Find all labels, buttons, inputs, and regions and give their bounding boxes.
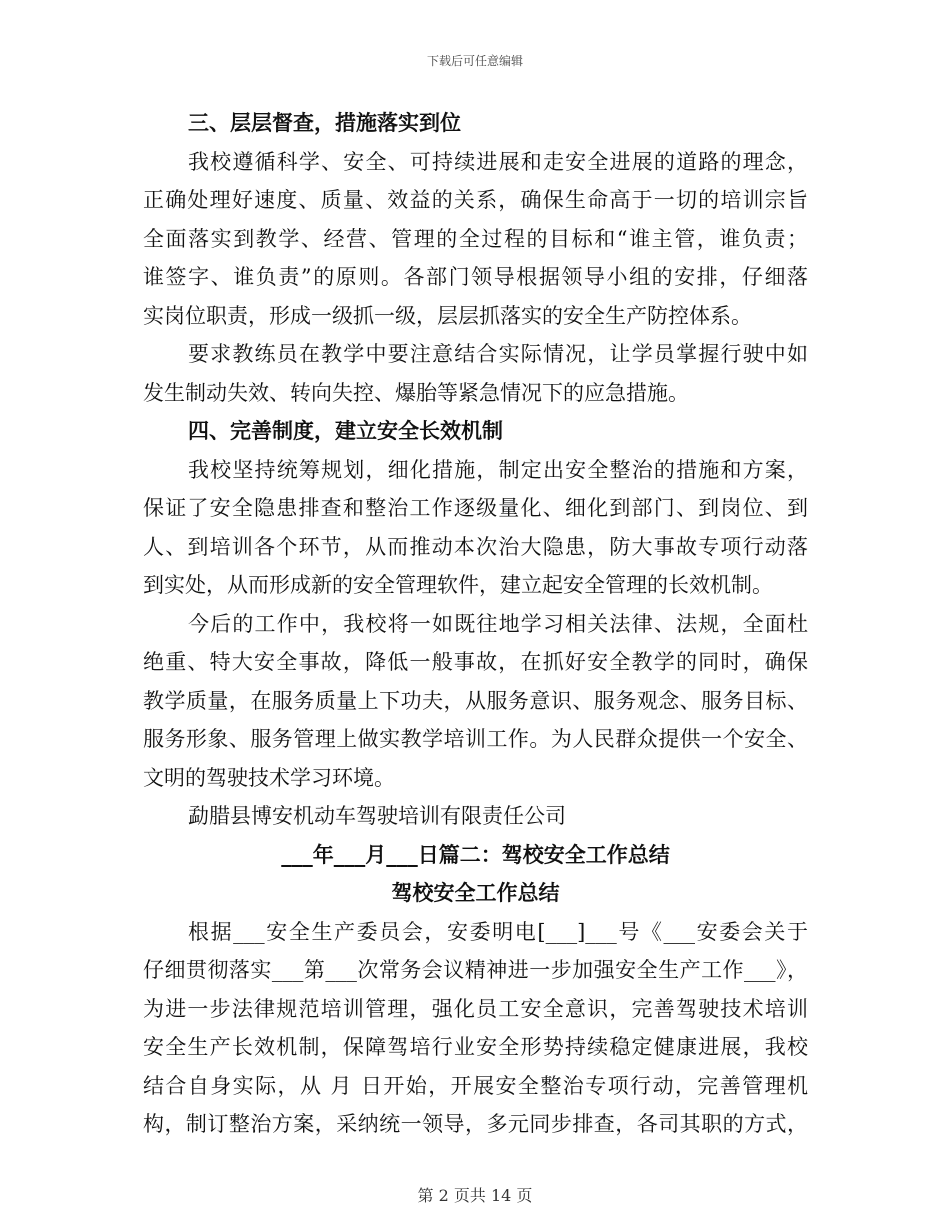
text-line: 仔细贯彻落实___第___次常务会议精神进一步加强安全生产工作___》， (143, 958, 808, 982)
page-footer: 第 2 页共 14 页 (417, 1186, 533, 1205)
text-line: 我校遵循科学、安全、可持续进展和走安全进展的道路的理念， (188, 149, 808, 174)
text-line: 为进一步法律规范培训管理，强化员工安全意识，完善驾驶技术培训 (143, 996, 808, 1021)
document-body (143, 104, 808, 1144)
text-line: 发生制动失效、转向失控、爆胎等紧急情况下的应急措施。 (143, 380, 689, 405)
text-line: 文明的驾驶技术学习环境。 (143, 765, 395, 790)
paragraph (143, 605, 808, 798)
text-line: 正确处理好速度、质量、效益的关系，确保生命高于一切的培训宗旨 (143, 188, 808, 212)
paragraph (143, 143, 808, 336)
paragraph (143, 335, 808, 412)
text-line: 构，制订整治方案，采纳统一领导，多元同步排查，各司其职的方式， (143, 1112, 808, 1136)
date-and-part-title: ___年___月___日篇二：驾校安全工作总结 (281, 841, 670, 867)
text-line: 实岗位职责，形成一级抓一级，层层抓落实的安全生产防控体系。 (143, 303, 752, 328)
text-line: 结合自身实际，从 月 日开始，开展安全整治专项行动，完善管理机 (143, 1073, 808, 1098)
text-line: 绝重、特大安全事故，降低一般事故，在抓好安全教学的同时，确保 (143, 650, 808, 674)
text-line: 到实处，从而形成新的安全管理软件，建立起安全管理的长效机制。 (143, 573, 773, 597)
text-line: 服务形象、服务管理上做实教学培训工作。为人民群众提供一个安全、 (143, 727, 808, 751)
text-line: 安全生产长效机制，保障驾培行业安全形势持续稳定健康进展，我校 (143, 1035, 808, 1059)
text-line: 今后的工作中，我校将一如既往地学习相关法律、法规，全面杜 (188, 611, 808, 636)
text-line: 谁签字、谁负责”的原则。各部门领导根据领导小组的安排，仔细落 (143, 265, 808, 289)
text-line: 人、到培训各个环节，从而推动本次治大隐患，防大事故专项行动落 (143, 534, 808, 559)
section-heading-4: 四、完善制度，建立安全长效机制 (188, 418, 503, 443)
text-line: 我校坚持统筹规划，细化措施，制定出安全整治的措施和方案， (188, 457, 808, 482)
section-heading-3: 三、层层督查，措施落实到位 (188, 110, 461, 135)
text-line: 保证了安全隐患排查和整治工作逐级量化、细化到部门、到岗位、到 (143, 496, 808, 520)
text-line: 根据___安全生产委员会，安委明电[___]___号《___安委会关于 (188, 919, 808, 944)
text-line: 全面落实到教学、经营、管理的全过程的目标和“谁主管，谁负责； (143, 226, 808, 251)
company-signature: 勐腊县博安机动车驾驶培训有限责任公司 (188, 804, 566, 828)
text-line: 教学质量，在服务质量上下功夫，从服务意识、服务观念、服务目标、 (143, 688, 808, 713)
paragraph (143, 913, 808, 1144)
page-header: 下载后可任意编辑 (426, 54, 523, 68)
text-line: 要求教练员在教学中要注意结合实际情况，让学员掌握行驶中如 (188, 342, 808, 366)
paragraph (143, 451, 808, 605)
document-title: 驾校安全工作总结 (391, 880, 560, 905)
